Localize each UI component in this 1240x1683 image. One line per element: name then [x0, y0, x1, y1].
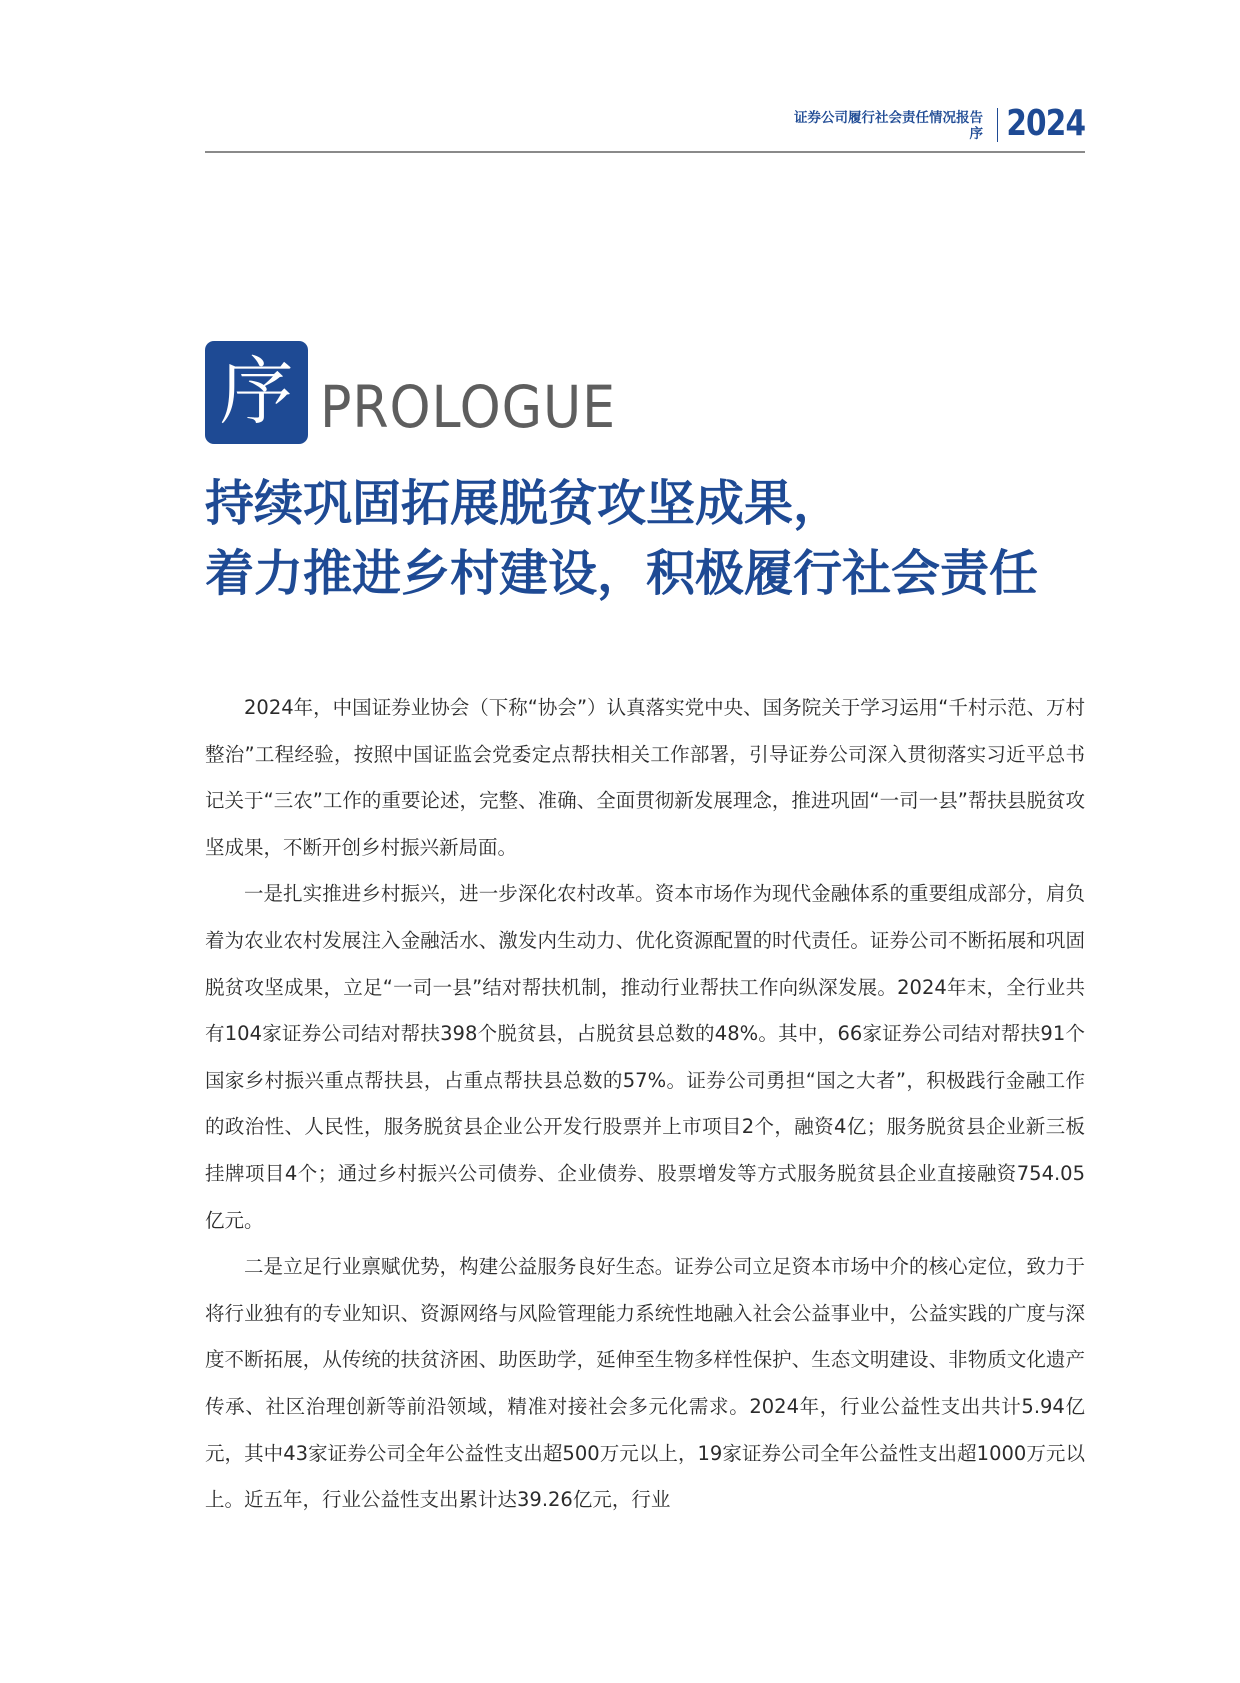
header-year: 2024	[1006, 103, 1085, 144]
page-header	[205, 104, 1085, 152]
title-line-2: 着力推进乡村建设，积极履行社会责任	[205, 544, 1039, 602]
body-text	[205, 685, 1085, 1524]
header-rule	[205, 151, 1085, 153]
header-separator	[997, 108, 999, 142]
title-line-1: 持续巩固拓展脱贫攻坚成果，	[205, 474, 843, 532]
section-badge	[205, 341, 308, 444]
header-text	[794, 110, 983, 142]
header-report-title: 证券公司履行社会责任情况报告	[794, 110, 983, 126]
paragraph-2: 一是扎实推进乡村振兴，进一步深化农村改革。资本市场作为现代金融体系的重要组成部分，肩负着为农业农村发展注入金融活水、激发内生动力、优化资源配置的时代责任。证券公司不断拓展和巩固脱贫攻坚成果，立足“一司一县”结对帮扶机制，推动行业帮扶工作向纵深发展。2024年末，全行业共有104家证券公司结对帮扶398个脱贫县，占脱贫县总数的48%。其中，66家证券公司结对帮扶91个国家乡村振兴重点帮扶县，占重点帮扶县总数的57%。证券公司勇担“国之大者”，积极践行金融工作的政治性、人民性，服务脱贫县企业公开发行股票并上市项目2个，融资4亿；服务脱贫县企业新三板挂牌项目4个；通过乡村振兴公司债券、企业债券、股票增发等方式服务脱贫县企业直接融资754.05亿元。	[205, 882, 1085, 1232]
header-section: 序	[969, 126, 983, 142]
paragraph-1: 2024年，中国证券业协会（下称“协会”）认真落实党中央、国务院关于学习运用“千村示范、万村整治”工程经验，按照中国证监会党委定点帮扶相关工作部署，引导证券公司深入贯彻落实习近平总书记关于“三农”工作的重要论述，完整、准确、全面贯彻新发展理念，推进巩固“一司一县”帮扶县脱贫攻坚成果，不断开创乡村振兴新局面。	[205, 696, 1085, 859]
prologue-heading: PROLOGUE	[320, 373, 616, 441]
page-title	[205, 468, 1105, 608]
paragraph-3: 二是立足行业禀赋优势，构建公益服务良好生态。证券公司立足资本市场中介的核心定位，致力于将行业独有的专业知识、资源网络与风险管理能力系统性地融入社会公益事业中，公益实践的广度与深度不断拓展，从传统的扶贫济困、助医助学，延伸至生物多样性保护、生态文明建设、非物质文化遗产传承、社区治理创新等前沿领域，精准对接社会多元化需求。2024年，行业公益性支出共计5.94亿元，其中43家证券公司全年公益性支出超500万元以上，19家证券公司全年公益性支出超1000万元以上。近五年，行业公益性支出累计达39.26亿元，行业	[205, 1255, 1085, 1512]
section-badge-char: 序	[219, 349, 294, 435]
